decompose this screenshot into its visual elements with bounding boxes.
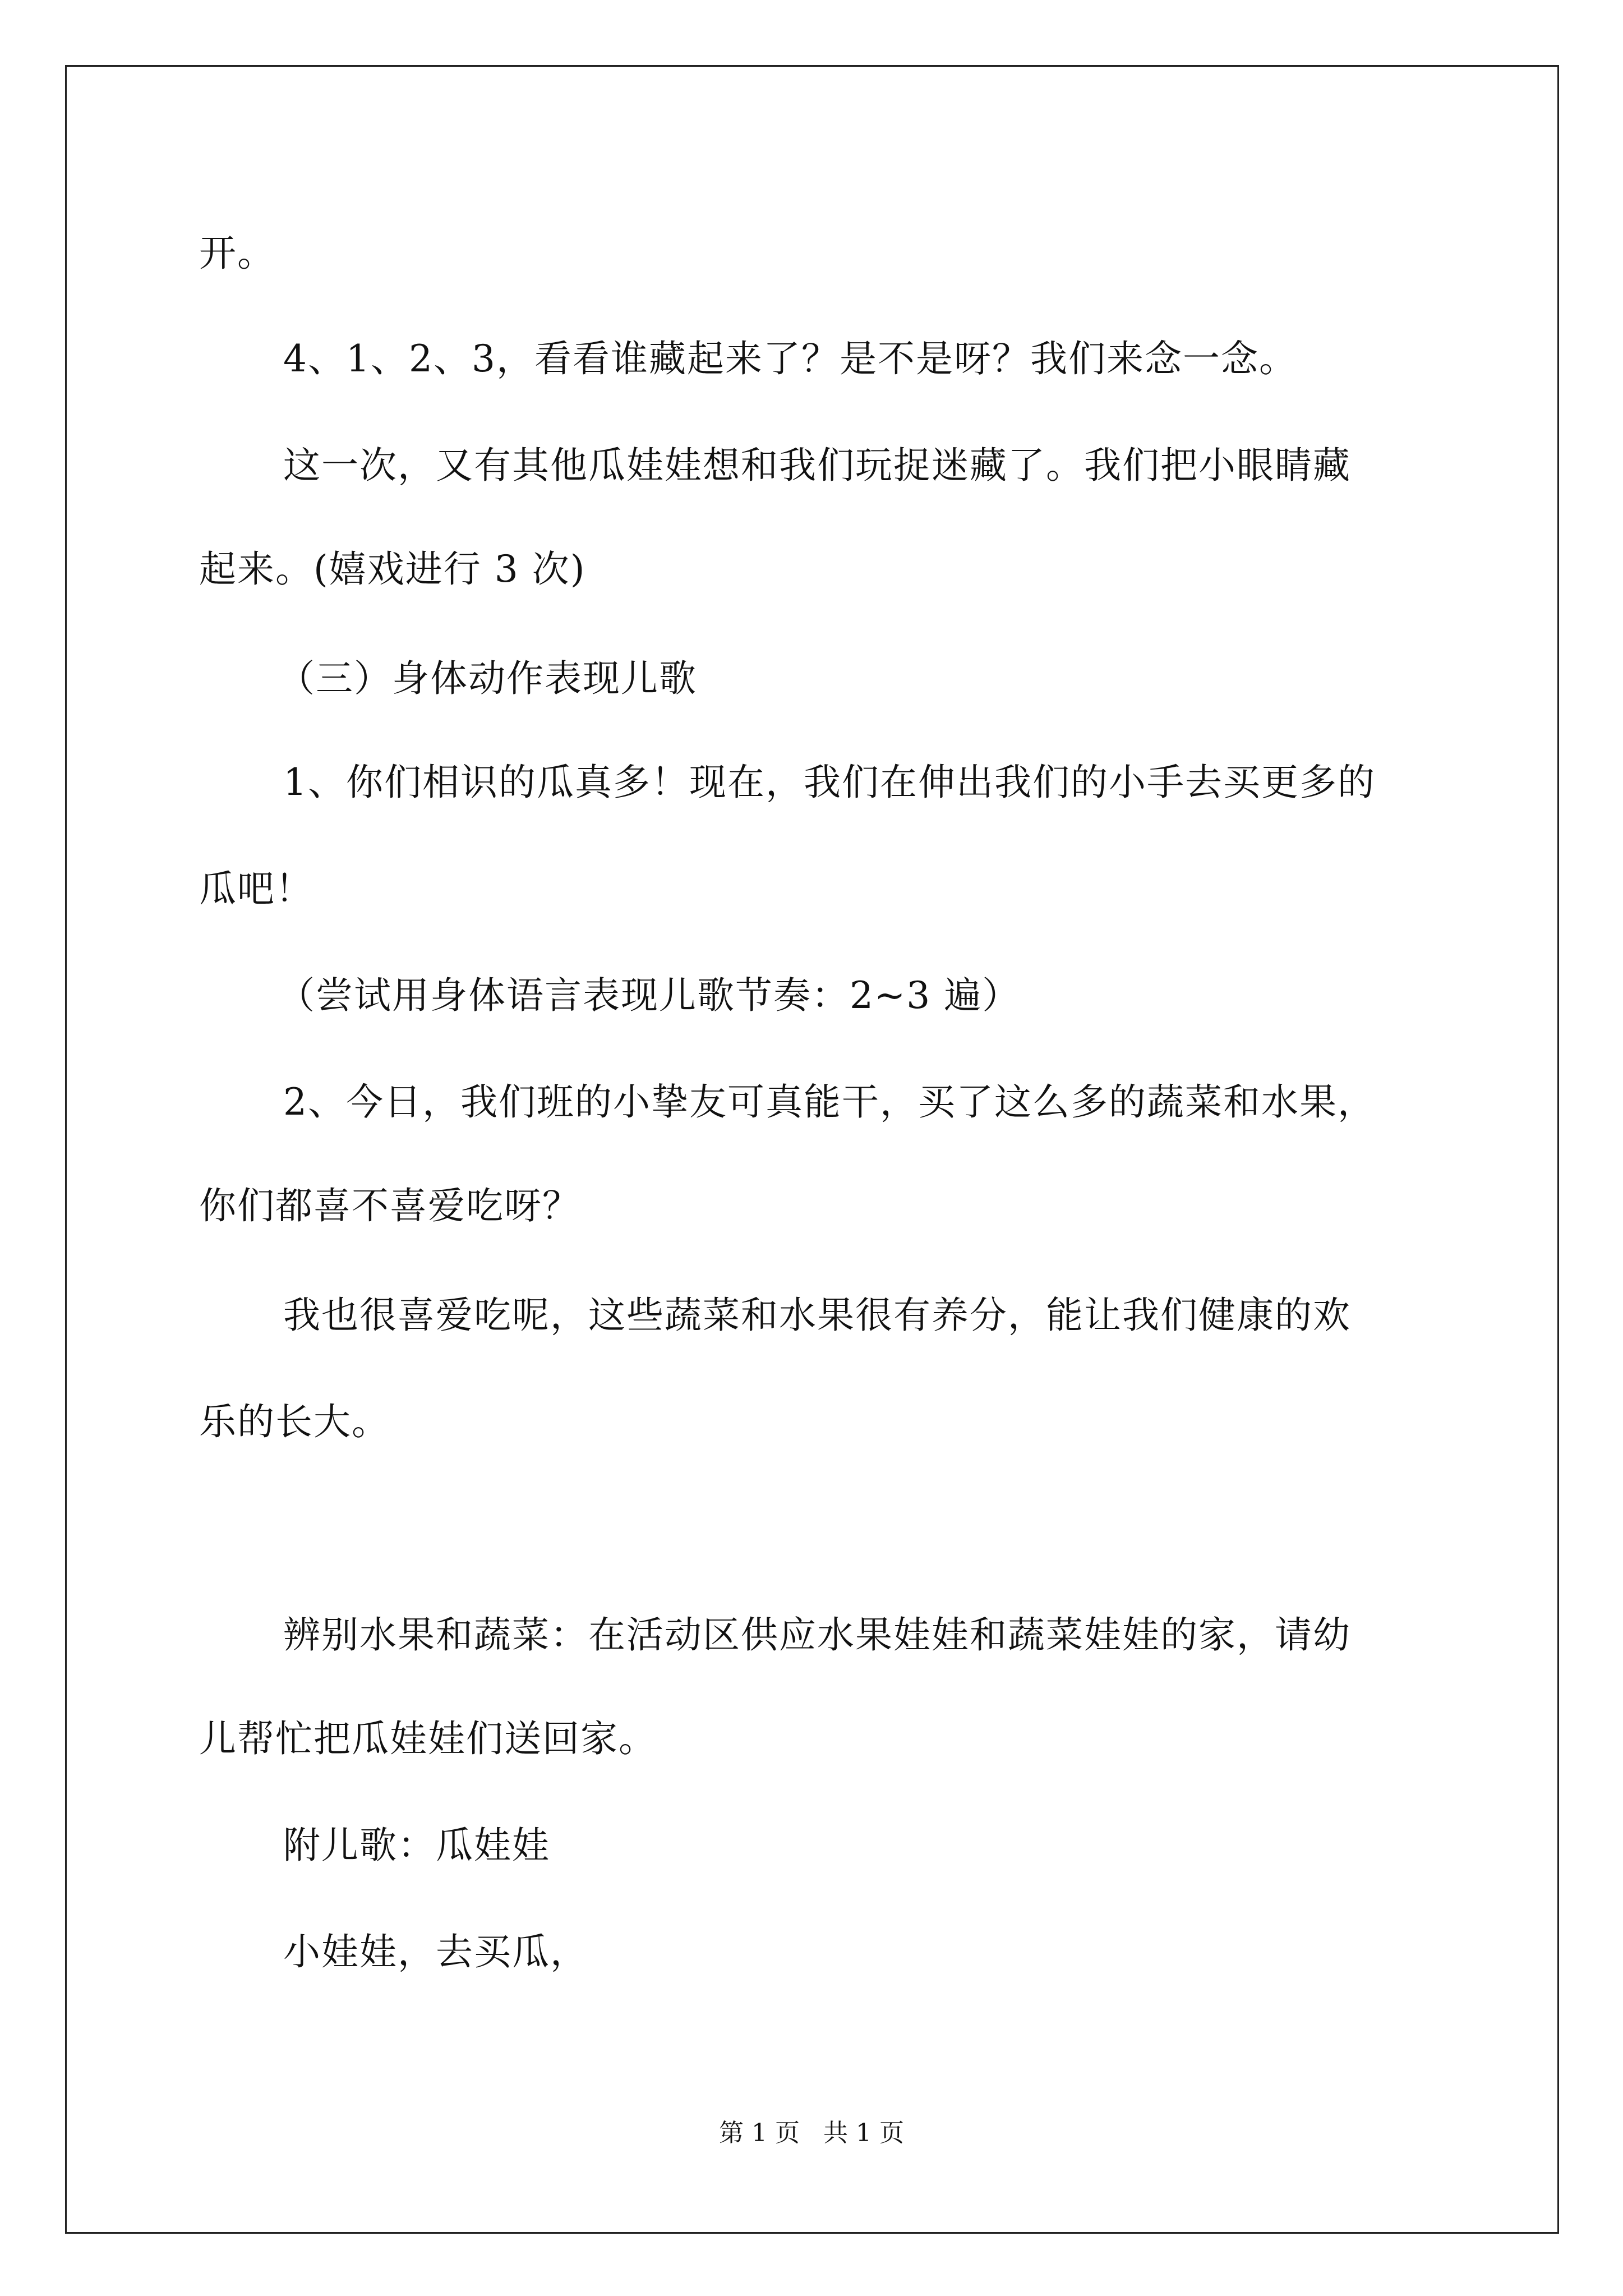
text-line: 瓜吧！ <box>199 867 313 910</box>
text-line: 开。 <box>199 232 275 275</box>
text-line: 儿帮忙把瓜娃娃们送回家。 <box>199 1717 657 1760</box>
text-line: 附儿歌：瓜娃娃 <box>283 1824 550 1867</box>
text-line: 1、你们相识的瓜真多！现在，我们在伸出我们的小手去买更多的 <box>283 761 1376 804</box>
text-line: 辨别水果和蔬菜：在活动区供应水果娃娃和蔬菜娃娃的家，请幼 <box>283 1613 1351 1657</box>
text-line: 小娃娃，去买瓜， <box>283 1930 588 1973</box>
text-line: 起来。(嬉戏进行 3 次) <box>199 547 586 591</box>
page-footer: 第 1 页 共 1 页 <box>719 2119 904 2147</box>
text-line: 4、1、2、3，看看谁藏起来了？是不是呀？我们来念一念。 <box>283 337 1297 380</box>
text-line: 乐的长大。 <box>199 1400 390 1443</box>
text-line: 你们都喜不喜爱吃呀？ <box>199 1184 580 1227</box>
text-line: 我也很喜爱吃呢，这些蔬菜和水果很有养分，能让我们健康的欢 <box>283 1294 1351 1337</box>
text-line: 这一次，又有其他瓜娃娃想和我们玩捉迷藏了。我们把小眼睛藏 <box>283 444 1351 487</box>
text-line: 2、今日，我们班的小挚友可真能干，买了这么多的蔬菜和水果， <box>283 1080 1376 1124</box>
text-line: （尝试用身体语言表现儿歌节奏：2~3 遍） <box>278 974 1021 1017</box>
page-border <box>65 65 1559 2234</box>
section-heading: （三）身体动作表现儿歌 <box>278 657 697 700</box>
